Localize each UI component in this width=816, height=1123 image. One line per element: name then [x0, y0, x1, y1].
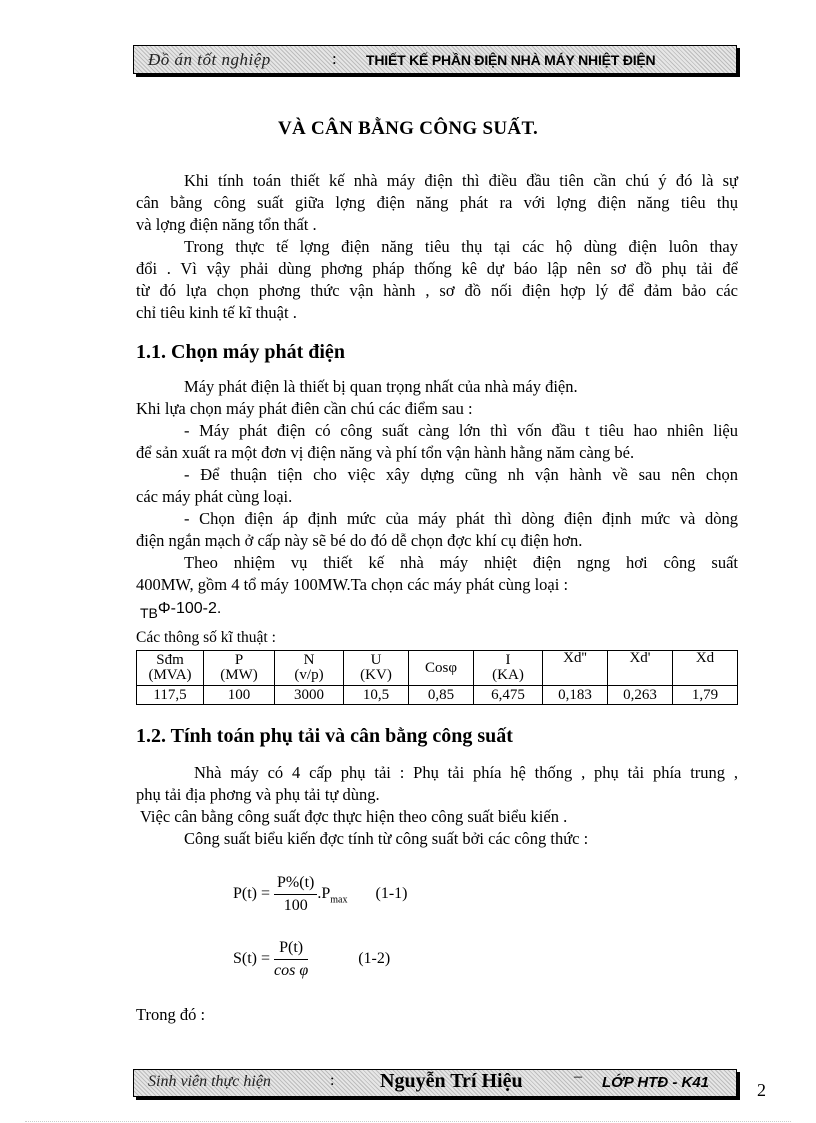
footer-separator: :	[330, 1072, 335, 1089]
table-cell: 1,79	[673, 686, 738, 705]
text-line: Theo nhiệm vụ thiết kế nhà máy nhiệt điện ngng hơi công suất	[184, 553, 738, 572]
page-footer	[133, 1069, 737, 1097]
table-cell: 3000	[275, 686, 344, 705]
table-header-cell: Sđm (MVA)	[137, 651, 204, 686]
text-line: - Để thuận tiện cho việc xây dựng cũng nh vận hành về sau nên chọn	[184, 465, 738, 484]
table-header-cell: Xd'	[608, 651, 673, 686]
table-cell: 100	[204, 686, 275, 705]
text-line: phụ tải địa phơng và phụ tải tự dùng.	[136, 785, 380, 804]
footer-student-name: Nguyễn Trí Hiệu	[380, 1070, 523, 1092]
text-line: 400MW, gồm 4 tổ máy 100MW.Ta chọn các máy phát cùng loại :	[136, 575, 569, 594]
table-header-cell: Xd	[673, 651, 738, 686]
table-header-cell: Xd''	[543, 651, 608, 686]
page-number: 2	[757, 1080, 766, 1100]
footer-student-label: Sinh viên thực hiện	[148, 1073, 271, 1090]
header-separator: :	[332, 49, 337, 68]
footer-dash: –	[574, 1068, 582, 1085]
generator-prefix: TB	[140, 605, 158, 621]
table-cell: 0,85	[409, 686, 474, 705]
text-line: từ đó lựa chọn phơng thức vận hành , sơ đồ nối điện hợp lý để đảm bảo các	[136, 281, 738, 300]
table-cell: 0,183	[543, 686, 608, 705]
text-line: - Máy phát điện có công suất càng lớn thì vốn đầu t tiêu hao nhiên liệu	[184, 421, 738, 440]
page-bottom-rule	[25, 1121, 791, 1122]
text-line: chỉ tiêu kinh tế kĩ thuật .	[136, 303, 297, 322]
text-line: và lợng điện năng tổn thất .	[136, 215, 317, 234]
generator-spec-table	[136, 650, 738, 705]
formula-label: (1-1)	[375, 885, 408, 903]
text-line: Nhà máy có 4 cấp phụ tải : Phụ tải phía hệ thống , phụ tải phía trung ,	[194, 763, 738, 782]
header-project-label: Đồ án tốt nghiệp	[148, 50, 271, 69]
table-header-cell: Cosφ	[409, 651, 474, 686]
table-header-cell: U (KV)	[344, 651, 409, 686]
generator-model	[140, 600, 222, 621]
text-line: đổi . Vì vậy phải dùng phơng pháp thống kê dự báo lập nên sơ đồ phụ tải để	[136, 259, 738, 278]
text-line: Trong đó :	[136, 1005, 206, 1024]
table-header-cell: I (KA)	[474, 651, 543, 686]
table-row	[137, 686, 738, 705]
text-line: Công suất biểu kiến đợc tính từ công suất bởi các công thức :	[184, 829, 589, 848]
table-header-cell: N (v/p)	[275, 651, 344, 686]
text-line: điện ngắn mạch ở cấp này sẽ bé do đó dễ chọn đợc khí cụ điện hơn.	[136, 531, 583, 550]
table-header-cell: P (MW)	[204, 651, 275, 686]
section-heading-1-2: 1.2. Tính toán phụ tải và cân bằng công suất	[136, 725, 513, 747]
table-cell: 117,5	[137, 686, 204, 705]
table-cell: 6,475	[474, 686, 543, 705]
footer-class: LỚP HTĐ - K41	[602, 1074, 710, 1091]
formula-1-1: P(t) = $\frac{P\%(t)}{100}$ $.P_{max}$ (1-1)	[233, 874, 408, 914]
text-line: Khi tính toán thiết kế nhà máy điện thì điều đầu tiên cần chú ý đó là sự	[184, 171, 738, 190]
page-header	[133, 45, 737, 74]
formula-1-2: S(t) = $\frac{P(t)}{\text{cos φ}}$ (1-2)	[233, 939, 391, 979]
table-cell: 0,263	[608, 686, 673, 705]
text-line: Máy phát điện là thiết bị quan trọng nhất của nhà máy điện.	[184, 377, 578, 396]
text-line: các máy phát cùng loại.	[136, 487, 293, 506]
text-line: Trong thực tế lợng điện năng tiêu thụ tại các hộ dùng điện luôn thay	[184, 237, 738, 256]
text-line: cân bằng công suất giữa lợng điện năng phát ra với lợng điện năng tiêu thụ	[136, 193, 738, 212]
text-line: Việc cân bằng công suất đợc thực hiện theo công suất biểu kiến .	[140, 807, 568, 826]
formula-label: (1-2)	[358, 950, 391, 968]
text-line: để sản xuất ra một đơn vị điện năng và phí tổn vận hành hằng năm càng bé.	[136, 443, 635, 462]
text-line: Khi lựa chọn máy phát điên cần chú các điểm sau :	[136, 399, 473, 418]
table-header-row	[137, 651, 738, 686]
generator-model-code: Φ-100-2.	[157, 600, 222, 617]
spec-label: Các thông số kĩ thuật :	[136, 629, 276, 646]
section-title: VÀ CÂN BẰNG CÔNG SUẤT.	[277, 118, 539, 139]
table-cell: 10,5	[344, 686, 409, 705]
header-project-title: THIẾT KẾ PHẦN ĐIỆN NHÀ MÁY NHIỆT ĐIỆN	[366, 52, 656, 68]
section-heading-1-1: 1.1. Chọn máy phát điện	[136, 341, 345, 363]
text-line: - Chọn điện áp định mức của máy phát thì dòng điện định mức và dòng	[184, 509, 738, 528]
